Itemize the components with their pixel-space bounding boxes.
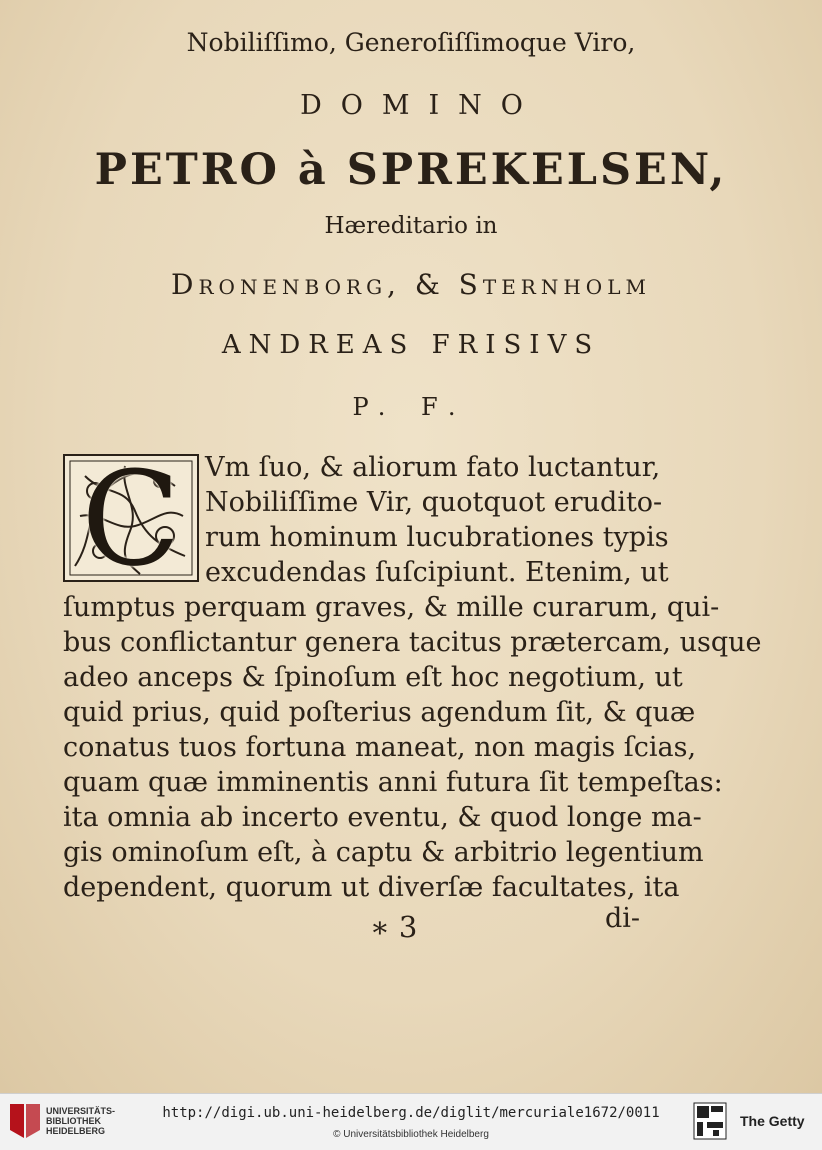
- text-line-9: conatus tuos fortuna maneat, non magis ſcias,: [63, 732, 697, 763]
- text-line-3: rum hominum lucubrationes typis: [205, 522, 669, 553]
- text-line-11: ita omnia ab incerto eventu, & quod longe ma-: [63, 802, 702, 833]
- copyright-notice: © Universitätsbibliothek Heidelberg: [333, 1129, 489, 1140]
- patron-name: PETRO à SPREKELSEN,: [94, 145, 728, 195]
- text-line-6: bus conflictantur genera tacitus prætercam, usque: [63, 627, 762, 658]
- patron-estates: Dronenborg, & Sternholm: [171, 268, 651, 301]
- patron-title: Hæreditario in: [324, 213, 498, 239]
- text-line-12: gis ominoſum eſt, à captu & arbitrio legentium: [63, 837, 704, 868]
- getty-logo-icon[interactable]: [693, 1102, 727, 1140]
- signature-mark: ∗ 3: [370, 910, 418, 944]
- viewer-footer: [0, 1093, 822, 1150]
- library-name: UNIVERSITÄTS- BIBLIOTHEK HEIDELBERG: [46, 1106, 116, 1136]
- permalink-url[interactable]: http://digi.ub.uni-heidelberg.de/diglit/mercuriale1672/0011: [162, 1105, 660, 1121]
- pf-abbreviation: P. F.: [352, 393, 470, 421]
- text-line-7: adeo anceps & ſpinoſum eſt hoc negotium, ut: [63, 662, 683, 693]
- author-name: ANDREAS FRISIVS: [221, 330, 601, 360]
- dedication-line: Nobiliſſimo, Generoſiſſimoque Viro,: [186, 28, 636, 57]
- getty-name: The Getty: [740, 1113, 805, 1129]
- initial-letter: C: [81, 443, 181, 595]
- text-line-8: quid prius, quid poſterius agendum ſit, & quæ: [63, 697, 696, 728]
- domino-heading: DOMINO: [300, 90, 542, 121]
- text-line-4: excudendas ſuſcipiunt. Etenim, ut: [205, 557, 669, 588]
- text-line-13: dependent, quorum ut diverſæ facultates, ita: [63, 872, 680, 903]
- catchword: di-: [605, 903, 641, 934]
- text-line-10: quam quæ imminentis anni futura ſit tempeſtas:: [63, 767, 723, 798]
- text-line-5: ſumptus perquam graves, & mille curarum, qui-: [63, 592, 720, 623]
- text-line-1: Vm ſuo, & aliorum fato luctantur,: [205, 452, 661, 483]
- text-line-2: Nobiliſſime Vir, quotquot erudito-: [205, 487, 663, 518]
- decorated-initial: [63, 443, 199, 595]
